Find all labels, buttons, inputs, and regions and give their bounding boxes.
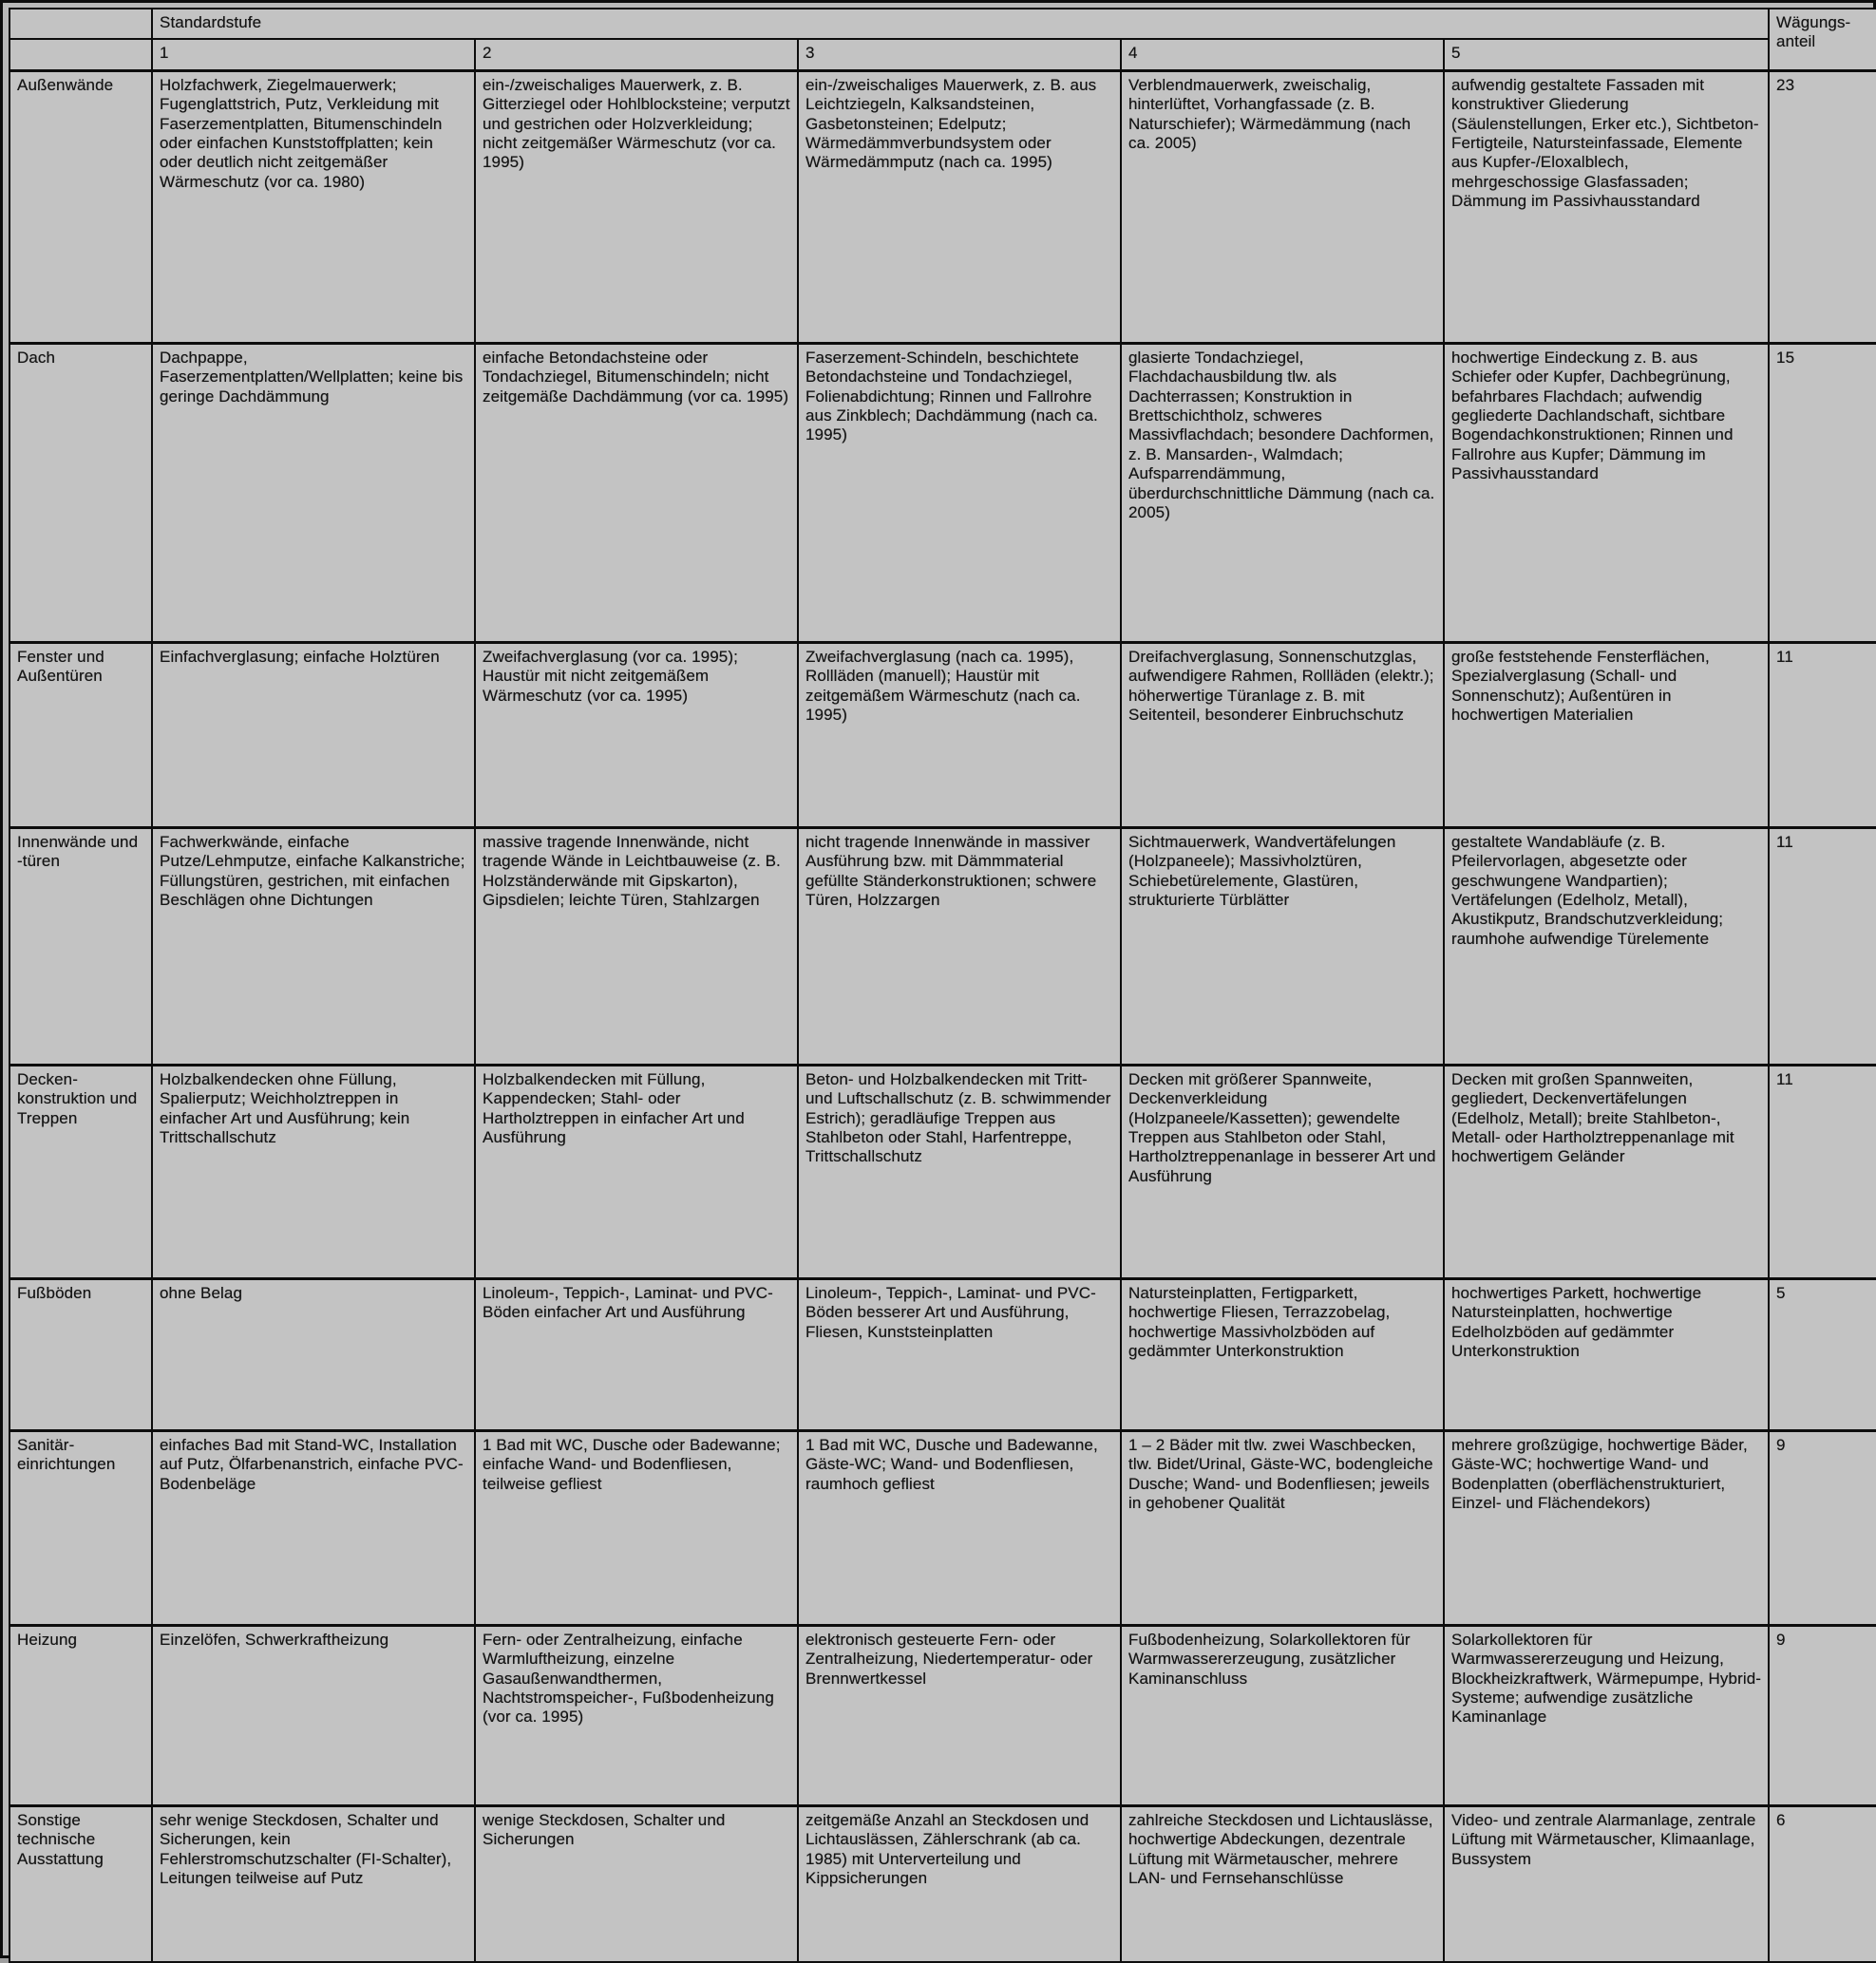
stufe-cell: Dachpappe, Faserzementplatten/Wellplatten; keine bis geringe Dachdämmung [152, 343, 475, 642]
stufe-cell: glasierte Tondachziegel, Flachdachausbildung tlw. als Dachterrassen; Konstruktion in Brettschichtholz, schweres Massivflachdach; besondere Dachformen, z. B. Mansarden-, Walmdach; Aufsparrendämmung, überdurchschnittliche Dämmung (nach ca. 2005) [1121, 343, 1444, 642]
stufe-cell: Verblendmauerwerk, zweischalig, hinterlüftet, Vorhangfassade (z. B. Naturschiefer); Wärmedämmung (nach ca. 2005) [1121, 70, 1444, 343]
level-header-2: 2 [475, 39, 798, 70]
stufe-cell: Zweifachverglasung (nach ca. 1995), Rollläden (manuell); Haustür mit zeitgemäßem Wärmeschutz (nach ca. 1995) [798, 642, 1121, 827]
stufe-cell: Dreifachverglasung, Sonnenschutzglas, aufwendigere Rahmen, Rollläden (elektr.); höherwertige Türanlage z. B. mit Seitenteil, besonderer Einbruchschutz [1121, 642, 1444, 827]
stufe-cell: hochwertige Eindeckung z. B. aus Schiefer oder Kupfer, Dachbegrünung, befahrbares Flachdach; aufwendig gegliederte Dachlandschaft, sichtbare Bogendachkonstruktionen; Rinnen und Fallrohre aus Kupfer; Dämmung im Passivhausstandard [1444, 343, 1769, 642]
table-row-innenwaende-tueren [9, 827, 1876, 1065]
stufe-cell: zahlreiche Steckdosen und Lichtauslässe, hochwertige Abdeckungen, dezentrale Lüftung mit Wärmetauscher, mehrere LAN- und Fernsehanschlüsse [1121, 1805, 1444, 1962]
stufe-cell: Video- und zentrale Alarmanlage, zentrale Lüftung mit Wärmetauscher, Klimaanlage, Bussystem [1444, 1805, 1769, 1962]
stufe-cell: Fachwerkwände, einfache Putze/Lehmputze, einfache Kalkanstriche; Füllungstüren, gestrichen, mit einfachen Beschlägen ohne Dichtungen [152, 827, 475, 1065]
stufe-cell: massive tragende Innenwände, nicht tragende Wände in Leichtbauweise (z. B. Holzständerwände mit Gipskarton), Gipsdielen; leichte Türen, Stahlzargen [475, 827, 798, 1065]
standardstufe-header: Standardstufe [152, 9, 1769, 39]
stufe-cell: 1 – 2 Bäder mit tlw. zwei Waschbecken, tlw. Bidet/Urinal, Gäste-WC, bodengleiche Dusche; Wand- und Bodenfliesen; jeweils in gehobener Qualität [1121, 1430, 1444, 1625]
row-label: Sanitäreinrichtungen [9, 1430, 152, 1625]
weight-cell: 15 [1769, 343, 1876, 642]
stufe-cell: einfaches Bad mit Stand-WC, Installation auf Putz, Ölfarbenanstrich, einfache PVC-Bodenbeläge [152, 1430, 475, 1625]
row-label: Heizung [9, 1625, 152, 1805]
stufe-cell: Holzbalkendecken mit Füllung, Kappendecken; Stahl- oder Hartholztreppen in einfacher Art und Ausführung [475, 1065, 798, 1278]
level-header-4: 4 [1121, 39, 1444, 70]
stufe-cell: elektronisch gesteuerte Fern- oder Zentralheizung, Niedertemperatur- oder Brennwertkessel [798, 1625, 1121, 1805]
stufe-cell: 1 Bad mit WC, Dusche oder Badewanne; einfache Wand- und Bodenfliesen, teilweise gefliest [475, 1430, 798, 1625]
stufe-cell: ein-/zweischaliges Mauerwerk, z. B. aus Leichtziegeln, Kalksandsteinen, Gasbetonsteinen; Edelputz; Wärmedämmverbundsystem oder Wärmedämmputz (nach ca. 1995) [798, 70, 1121, 343]
level-header-1: 1 [152, 39, 475, 70]
header-row-standardstufe [9, 9, 1876, 39]
stufe-cell: große feststehende Fensterflächen, Spezialverglasung (Schall- und Sonnenschutz); Außentüren in hochwertigen Materialien [1444, 642, 1769, 827]
stufe-cell: Faserzement-Schindeln, beschichtete Betondachsteine und Tondachziegel, Folienabdichtung; Rinnen und Fallrohre aus Zinkblech; Dachdämmung (nach ca. 1995) [798, 343, 1121, 642]
row-label: Fenster und Außentüren [9, 642, 152, 827]
stufe-cell: Linoleum-, Teppich-, Laminat- und PVC-Böden besserer Art und Ausführung, Fliesen, Kunststeinplatten [798, 1278, 1121, 1430]
stufe-cell: ein-/zweischaliges Mauerwerk, z. B. Gitterziegel oder Hohlblocksteine; verputzt und gestrichen oder Holzverkleidung; nicht zeitgemäßer Wärmeschutz (vor ca. 1995) [475, 70, 798, 343]
row-label: Sonstige technische Ausstattung [9, 1805, 152, 1962]
stufe-cell: Natursteinplatten, Fertigparkett, hochwertige Fliesen, Terrazzobelag, hochwertige Massivholzböden auf gedämmter Unterkonstruktion [1121, 1278, 1444, 1430]
header-row-levels [9, 39, 1876, 70]
stufe-cell: nicht tragende Innenwände in massiver Ausführung bzw. mit Dämmmaterial gefüllte Ständerkonstruktionen; schwere Türen, Holzzargen [798, 827, 1121, 1065]
standardstufen-table [9, 8, 1876, 1963]
stufe-cell: Decken mit großen Spannweiten, gegliedert, Deckenvertäfelungen (Edelholz, Metall); breite Stahlbeton-, Metall- oder Hartholztreppenanlage mit hochwertigem Geländer [1444, 1065, 1769, 1278]
weight-cell: 9 [1769, 1430, 1876, 1625]
table-row-dach [9, 343, 1876, 642]
stufe-cell: aufwendig gestaltete Fassaden mit konstruktiver Gliederung (Säulenstellungen, Erker etc.), Sichtbeton-Fertigteile, Natursteinfassade, Elemente aus Kupfer-/Eloxalblech, mehrgeschossige Glasfassaden; Dämmung im Passivhausstandard [1444, 70, 1769, 343]
stufe-cell: Holzfachwerk, Ziegelmauerwerk; Fugenglattstrich, Putz, Verkleidung mit Faserzementplatten, Bitumenschindeln oder einfachen Kunststoffplatten; kein oder deutlich nicht zeitgemäßer Wärmeschutz (vor ca. 1980) [152, 70, 475, 343]
stufe-cell: Linoleum-, Teppich-, Laminat- und PVC-Böden einfacher Art und Ausführung [475, 1278, 798, 1430]
row-label: Dach [9, 343, 152, 642]
weight-column-header: Wägungs-anteil [1769, 9, 1876, 70]
corner-cell [9, 9, 152, 39]
stufe-cell: Decken mit größerer Spannweite, Deckenverkleidung (Holzpaneele/Kassetten); gewendelte Treppen aus Stahlbeton oder Stahl, Hartholztreppenanlage in besserer Art und Ausführung [1121, 1065, 1444, 1278]
stufe-cell: hochwertiges Parkett, hochwertige Natursteinplatten, hochwertige Edelholzböden auf gedämmter Unterkonstruktion [1444, 1278, 1769, 1430]
table-row-sonstige-technische-ausstattung [9, 1805, 1876, 1962]
stufe-cell: Solarkollektoren für Warmwassererzeugung und Heizung, Blockheizkraftwerk, Wärmepumpe, Hybrid-Systeme; aufwendige zusätzliche Kaminanlage [1444, 1625, 1769, 1805]
stufe-cell: gestaltete Wandabläufe (z. B. Pfeilervorlagen, abgesetzte oder geschwungene Wandpartien); Vertäfelungen (Edelholz, Metall), Akustikputz, Brandschutzverkleidung; raumhohe aufwendige Türelemente [1444, 827, 1769, 1065]
row-label: Fußböden [9, 1278, 152, 1430]
corner-cell [9, 39, 152, 70]
weight-cell: 23 [1769, 70, 1876, 343]
row-label: Innenwände und -türen [9, 827, 152, 1065]
level-header-5: 5 [1444, 39, 1769, 70]
weight-cell: 11 [1769, 642, 1876, 827]
stufe-cell: Fußbodenheizung, Solarkollektoren für Warmwassererzeugung, zusätzlicher Kaminanschluss [1121, 1625, 1444, 1805]
stufe-cell: Einzelöfen, Schwerkraftheizung [152, 1625, 475, 1805]
stufe-cell: zeitgemäße Anzahl an Steckdosen und Lichtauslässen, Zählerschrank (ab ca. 1985) mit Unterverteilung und Kippsicherungen [798, 1805, 1121, 1962]
stufe-cell: Einfachverglasung; einfache Holztüren [152, 642, 475, 827]
level-header-3: 3 [798, 39, 1121, 70]
weight-cell: 5 [1769, 1278, 1876, 1430]
stufe-cell: ohne Belag [152, 1278, 475, 1430]
table-row-sanitaereinrichtungen [9, 1430, 1876, 1625]
weight-cell: 9 [1769, 1625, 1876, 1805]
stufe-cell: mehrere großzügige, hochwertige Bäder, Gäste-WC; hochwertige Wand- und Bodenplatten (oberflächenstrukturiert, Einzel- und Flächendekors) [1444, 1430, 1769, 1625]
table-row-deckenkonstruktion-treppen [9, 1065, 1876, 1278]
weight-cell: 11 [1769, 1065, 1876, 1278]
row-label: Außenwände [9, 70, 152, 343]
table-row-fenster-aussentueren [9, 642, 1876, 827]
weight-cell: 11 [1769, 827, 1876, 1065]
stufe-cell: einfache Betondachsteine oder Tondachziegel, Bitumenschindeln; nicht zeitgemäße Dachdämmung (vor ca. 1995) [475, 343, 798, 642]
row-label: Deckenkonstruktion und Treppen [9, 1065, 152, 1278]
table-row-fussboeden [9, 1278, 1876, 1430]
weight-cell: 6 [1769, 1805, 1876, 1962]
table-row-heizung [9, 1625, 1876, 1805]
stufe-cell: Sichtmauerwerk, Wandvertäfelungen (Holzpaneele); Massivholztüren, Schiebetürelemente, Glastüren, strukturierte Türblätter [1121, 827, 1444, 1065]
stufe-cell: 1 Bad mit WC, Dusche und Badewanne, Gäste-WC; Wand- und Bodenfliesen, raumhoch gefliest [798, 1430, 1121, 1625]
stufe-cell: wenige Steckdosen, Schalter und Sicherungen [475, 1805, 798, 1962]
stufe-cell: Beton- und Holzbalkendecken mit Tritt- und Luftschallschutz (z. B. schwimmender Estrich); geradläufige Treppen aus Stahlbeton oder Stahl, Harfentreppe, Trittschallschutz [798, 1065, 1121, 1278]
table-row-aussenwaende [9, 70, 1876, 343]
stufe-cell: Zweifachverglasung (vor ca. 1995); Haustür mit nicht zeitgemäßem Wärmeschutz (vor ca. 1995) [475, 642, 798, 827]
stufe-cell: sehr wenige Steckdosen, Schalter und Sicherungen, kein Fehlerstromschutzschalter (FI-Schalter), Leitungen teilweise auf Putz [152, 1805, 475, 1962]
stufe-cell: Holzbalkendecken ohne Füllung, Spalierputz; Weichholztreppen in einfacher Art und Ausführung; kein Trittschallschutz [152, 1065, 475, 1278]
stufe-cell: Fern- oder Zentralheizung, einfache Warmluftheizung, einzelne Gasaußenwandthermen, Nachtstromspeicher-, Fußbodenheizung (vor ca. 1995) [475, 1625, 798, 1805]
